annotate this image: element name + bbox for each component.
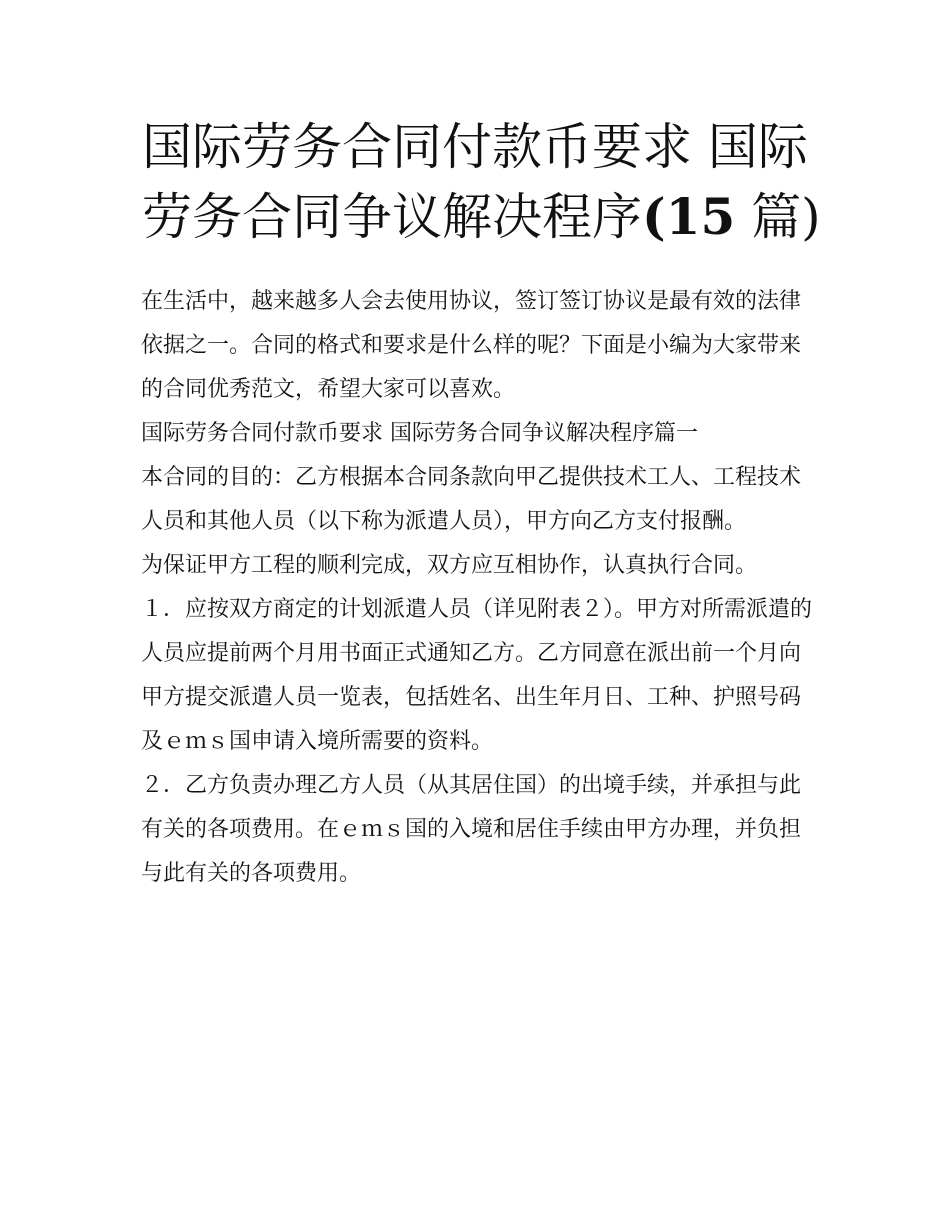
cooperation-paragraph: 为保证甲方工程的顺利完成，双方应互相协作，认真执行合同。 [141, 553, 758, 578]
clause-2-paragraph: ２．乙方负责办理乙方人员（从其居住国）的出境手续，并承担与此有关的各项费用。在ｅｍｓ国的入境和居住手续由甲方办理，并负担与此有关的各项费用。 [141, 773, 802, 886]
clause-1-paragraph: １．应按双方商定的计划派遣人员（详见附表２）。甲方对所需派遣的人员应提前两个月用书面正式通知乙方。乙方同意在派出前一个月向甲方提交派遣人员一览表，包括姓名、出生年月日、工种、护照号码及ｅｍｓ国申请入境所需要的资料。 [141, 597, 813, 754]
title-count: (15 [642, 187, 736, 246]
title-suffix: 篇) [735, 188, 821, 246]
purpose-paragraph: 本合同的目的：乙方根据本合同条款向甲乙提供技术工人、工程技术人员和其他人员（以下称为派遣人员），甲方向乙方支付报酬。 [141, 465, 802, 534]
document-body [141, 280, 821, 896]
section-heading: 国际劳务合同付款币要求 国际劳务合同争议解决程序篇一 [141, 421, 698, 446]
title-text: 国际劳务合同付款币要求 国际劳务合同争议解决程序 [142, 118, 808, 246]
document-title [142, 112, 832, 252]
intro-paragraph: 在生活中，越来越多人会去使用协议，签订签订协议是最有效的法律依据之一。合同的格式和要求是什么样的呢？下面是小编为大家带来的合同优秀范文，希望大家可以喜欢。 [141, 289, 802, 402]
